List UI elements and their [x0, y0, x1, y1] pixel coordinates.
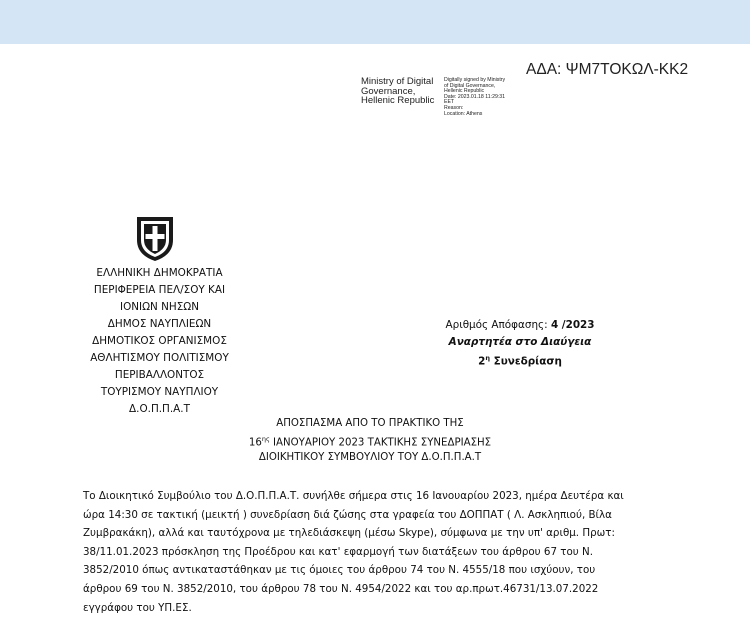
- paragraph-line: 38/11.01.2023 πρόσκληση της Προέδρου και κατ' εφαρμογή των διατάξεων του άρθρου 67 του Ν.: [83, 545, 593, 558]
- extract-heading: [200, 416, 540, 466]
- paragraph-line: Ζυμβρακάκη), αλλά και ταυτόχρονα με τηλεδιάσκεψη (μέσω Skype), σύμφωνα με την υπ' αριθμ. Πρωτ:: [83, 527, 615, 540]
- signature-detail-line: Date: 2023.01.18 11:29:31: [444, 93, 506, 100]
- signature-detail-line: Digitally signed by Ministry: [444, 77, 506, 83]
- organization-line: Δ.Ο.Π.Π.Α.Τ: [129, 403, 190, 415]
- signature-detail-line: EET: [444, 99, 455, 106]
- paragraph-line: ώρα 14:30 σε τακτική (μεικτή ) συνεδρίαση διά ζώσης στα γραφεία του ΔΟΠΠΑΤ ( Λ. Ασκληπιού, Βίλα: [83, 508, 612, 521]
- session-suffix: η: [485, 354, 490, 362]
- extract-line-2: [200, 432, 540, 451]
- organization-line: ΤΟΥΡΙΣΜΟΥ ΝΑΥΠΛΙΟΥ: [100, 386, 219, 398]
- organization-line: ΔΗΜΟΣ ΝΑΥΠΛΙΕΩΝ: [107, 318, 212, 330]
- organization-header: [72, 265, 247, 418]
- paragraph-line: 3852/2010 όπως αντικαταστάθηκαν με τις όμοιες του άρθρου 74 του Ν. 4555/18 που ισχύουν, του: [83, 564, 596, 577]
- signature-detail-line: Location: Athens: [444, 110, 483, 117]
- paragraph-line: εγγράφου του ΥΠ.ΕΣ.: [83, 601, 192, 614]
- greek-emblem-icon: [133, 214, 177, 262]
- ada-code: ΑΔΑ: ΨΜ7ΤΟΚΩΛ-ΚΚ2: [526, 61, 689, 78]
- organization-line: ΕΛΛΗΝΙΚΗ ΔΗΜΟΚΡΑΤΙΑ: [96, 267, 223, 279]
- body-paragraph: [83, 487, 685, 617]
- signature-detail-line: Reason:: [444, 104, 464, 111]
- signature-org-line: Governance,: [361, 85, 416, 97]
- decision-number: [420, 317, 620, 334]
- signature-detail-line: of Digital Governance,: [444, 82, 496, 89]
- signature-details: [444, 78, 505, 117]
- extract-day-suffix: ης: [261, 434, 270, 443]
- decision-info: [420, 317, 620, 370]
- decision-number-label: Αριθμός Απόφασης:: [445, 319, 548, 331]
- session-number: 2: [478, 355, 486, 368]
- extract-line-1: ΑΠΟΣΠΑΣΜΑ ΑΠΟ ΤΟ ΠΡΑΚΤΙΚΟ ΤΗΣ: [276, 418, 464, 429]
- paragraph-line: άρθρου 69 του Ν. 3852/2010, του άρθρου 78 του Ν. 4954/2022 και του αρ.πρωτ.46731/13.07.2022: [83, 582, 599, 595]
- signature-detail-line: Hellenic Republic: [444, 88, 485, 95]
- organization-line: ΠΕΡΙΦΕΡΕΙΑ ΠΕΛ/ΣΟΥ ΚΑΙ: [93, 284, 226, 296]
- organization-line: ΑΘΛΗΤΙΣΜΟΥ ΠΟΛΙΤΙΣΜΟΥ: [90, 352, 229, 364]
- extract-day: 16: [248, 436, 262, 448]
- signature-organization: [361, 77, 434, 106]
- signature-org-line: Hellenic Republic: [361, 95, 435, 106]
- extract-date-rest: ΙΑΝΟΥΑΡΙΟΥ 2023 ΤΑΚΤΙΚΗΣ ΣΥΝΕΔΡΙΑΣΗΣ: [273, 436, 492, 448]
- session-word: Συνεδρίαση: [493, 355, 562, 368]
- organization-line: ΠΕΡΙΒΑΛΛΟΝΤΟΣ: [114, 369, 205, 381]
- extract-line-3: ΔΙΟΙΚΗΤΙΚΟΥ ΣΥΜΒΟΥΛΙΟΥ ΤΟΥ Δ.Ο.Π.Π.Α.Τ: [258, 452, 482, 464]
- viewer-top-bar: [0, 0, 750, 44]
- signature-org-line: Ministry of Digital: [361, 76, 434, 87]
- decision-posting: Αναρτητέα στο Διαύγεια: [448, 335, 592, 348]
- organization-line: ΙΟΝΙΩΝ ΝΗΣΩΝ: [120, 301, 199, 313]
- organization-line: ΔΗΜΟΤΙΚΟΣ ΟΡΓΑΝΙΣΜΟΣ: [92, 335, 227, 347]
- paragraph-line: Το Διοικητικό Συμβούλιο του Δ.Ο.Π.Π.Α.Τ. συνήλθε σήμερα στις 16 Ιανουαρίου 2023, ημέρα Δευτέρα και: [83, 490, 624, 502]
- decision-number-value: 4 /2023: [550, 319, 595, 331]
- decision-session: [420, 350, 620, 370]
